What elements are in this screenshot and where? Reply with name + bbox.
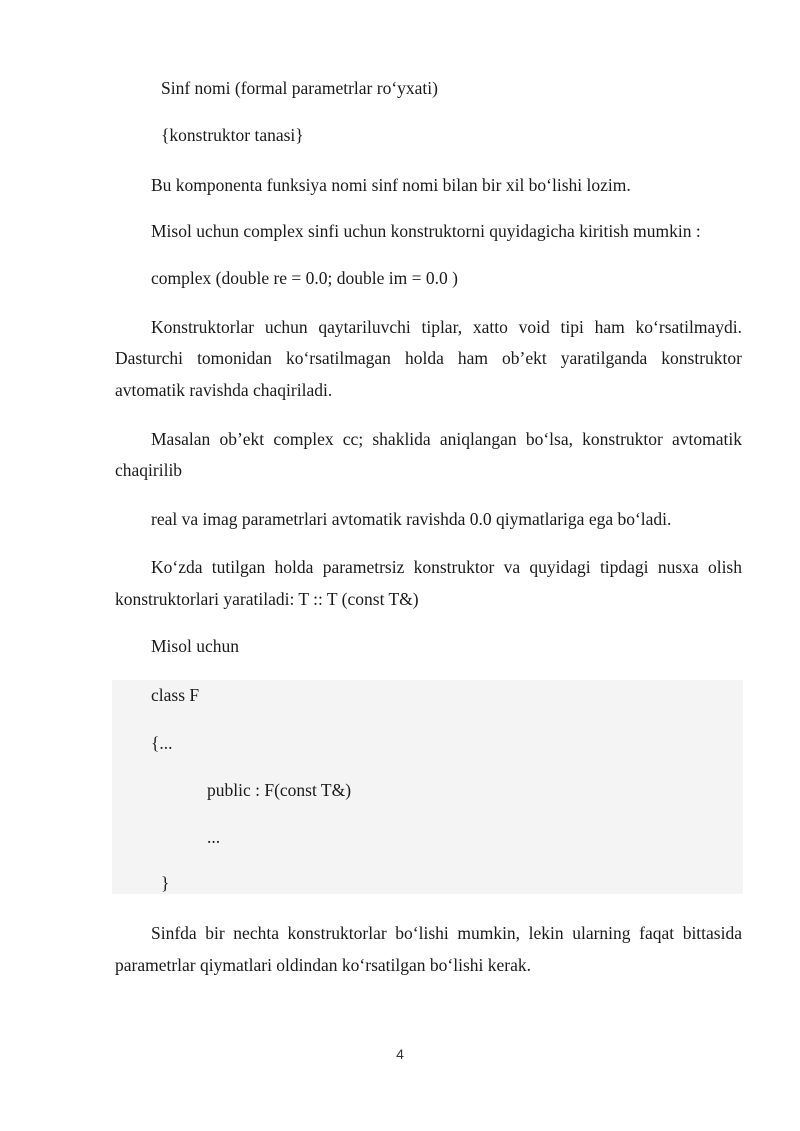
paragraph-line: avtomatik ravishda chaqiriladi.: [115, 380, 333, 400]
text-line: {konstruktor tanasi}: [161, 125, 304, 145]
text-line: Misol uchun complex sinfi uchun konstruktorni quyidagicha kiritish mumkin :: [151, 221, 701, 241]
text-line: Sinf nomi (formal parametrlar ro‘yxati): [161, 78, 438, 98]
text-line: Misol uchun: [151, 636, 239, 656]
code-line: {...: [151, 733, 173, 753]
paragraph-line: chaqirilib: [115, 460, 183, 480]
paragraph-line: Ko‘zda tutilgan holda parametrsiz konstruktor va quyidagi tipdagi nusxa olish: [151, 557, 742, 577]
text-line: real va imag parametrlari avtomatik ravishda 0.0 qiymatlariga ega bo‘ladi.: [151, 509, 672, 529]
paragraph-line: Masalan ob’ekt complex cc; shaklida aniqlangan bo‘lsa, konstruktor avtomatik: [151, 429, 742, 449]
paragraph-line: Konstruktorlar uchun qaytariluvchi tiplar, xatto void tipi ham ko‘rsatilmaydi.: [151, 317, 742, 337]
paragraph-line: konstruktorlari yaratiladi: T :: T (const T&): [115, 589, 419, 609]
page-number: 4: [396, 1046, 404, 1062]
text-line: Bu komponenta funksiya nomi sinf nomi bilan bir xil bo‘lishi lozim.: [151, 175, 631, 195]
text-line: complex (double re = 0.0; double im = 0.0 ): [151, 268, 458, 288]
code-line: public : F(const T&): [207, 780, 352, 800]
paragraph-line: Sinfda bir nechta konstruktorlar bo‘lishi mumkin, lekin ularning faqat bittasida: [151, 923, 742, 943]
paragraph-line: Dasturchi tomonidan ko‘rsatilmagan holda ham ob’ekt yaratilganda konstruktor: [115, 348, 742, 368]
paragraph-line: parametrlar qiymatlari oldindan ko‘rsatilgan bo‘lishi kerak.: [115, 955, 531, 975]
code-line: }: [161, 873, 170, 893]
code-line: class F: [151, 685, 200, 705]
code-line: ...: [207, 827, 221, 847]
